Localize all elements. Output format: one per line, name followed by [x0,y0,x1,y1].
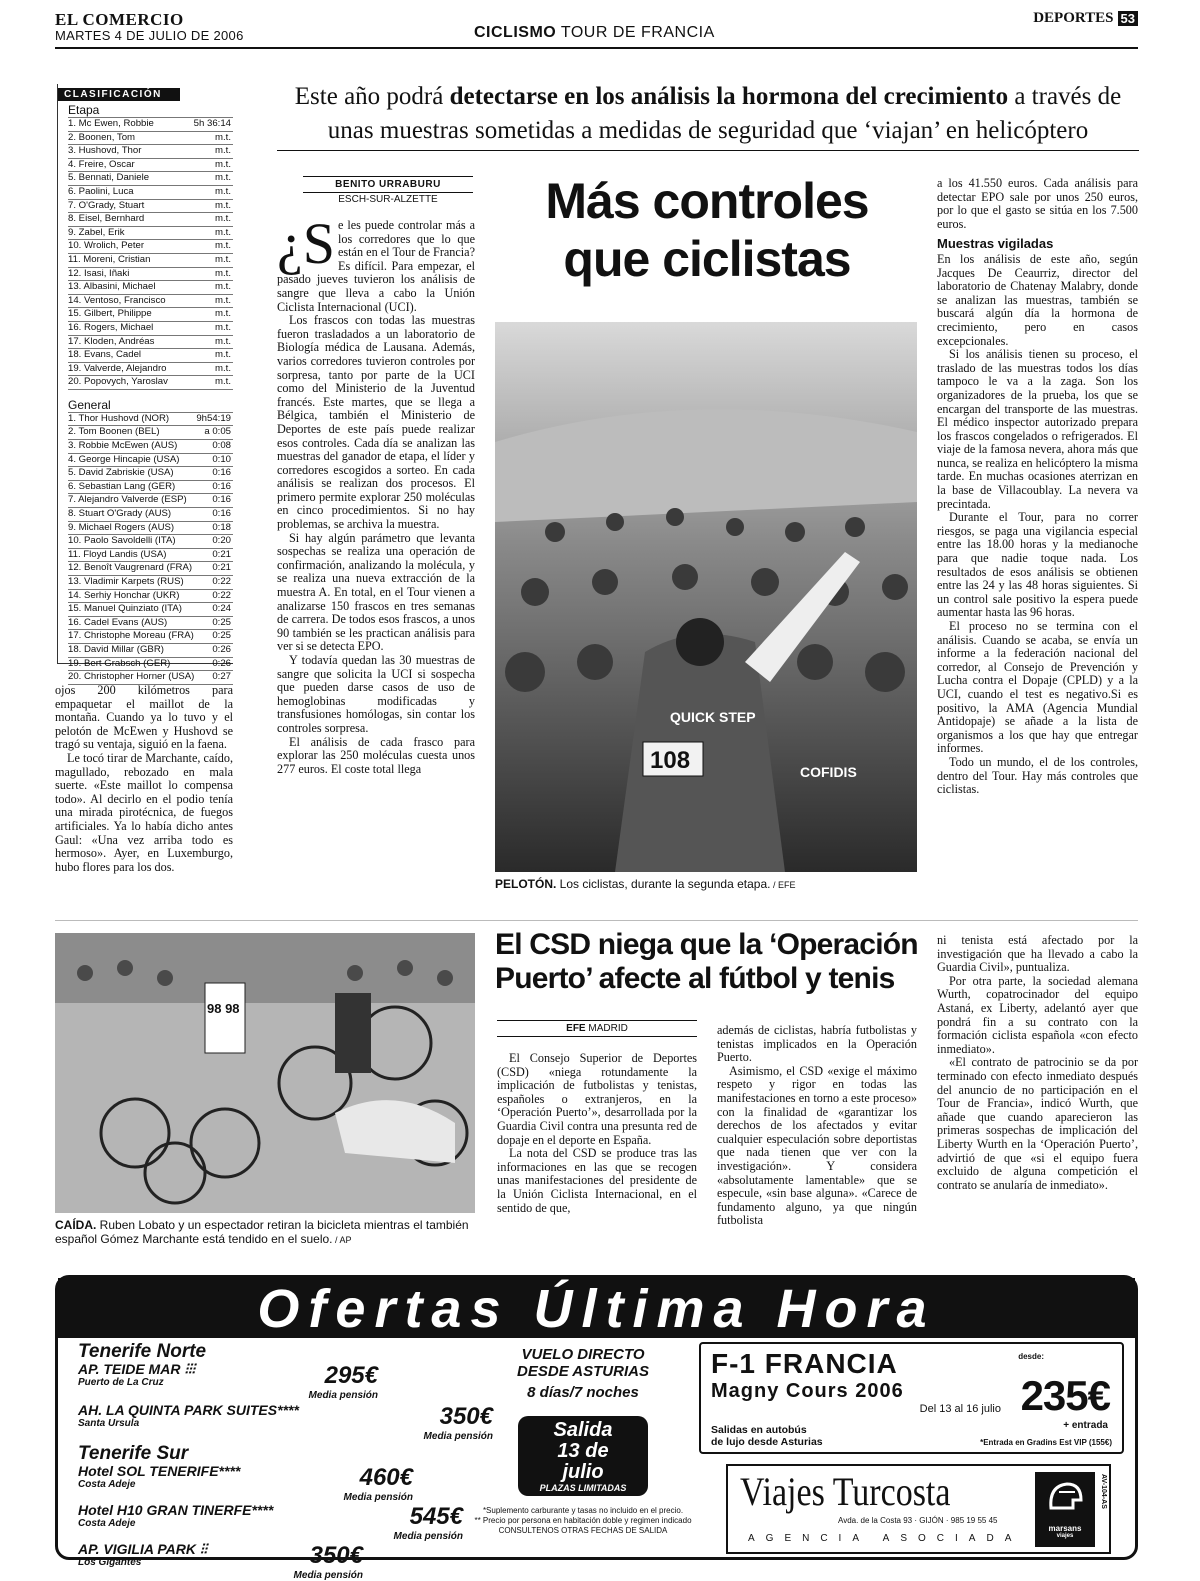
hotel-2 [78,1403,493,1442]
rider-time: m.t. [215,267,231,279]
dateline: ESCH-SUR-ALZETTE [338,194,438,205]
rider-name: 8. Eisel, Bernhard [68,213,145,225]
result-row [68,294,233,308]
rider-time: m.t. [215,253,231,265]
dropcap: ¿S [277,211,335,276]
rider-time: m.t. [215,281,231,293]
result-row [68,561,233,575]
rider-name: 18. Evans, Cadel [68,349,142,361]
paragraph: Durante el Tour, para no correr riesgos, se paga una vigilancia especial entre las 18.00 horas y la medianoche para que nadie toque nada. Los resultados de esos análisis se obtienen entre las 24 y las 48 horas siguientes. Si un control sale positivo la espera puede aumentar hasta las 96 horas. [937,510,1138,620]
rider-time: 0:22 [212,576,231,587]
peloton-caption [495,877,925,892]
result-row [68,466,233,480]
col3-paragraphs [937,253,1138,797]
hotel-5 [78,1542,363,1581]
paragraph: Asimismo, el CSD «exige el máximo respeto y rigor en todas las manifestaciones en torno a este proceso» con la finalidad de «garantizar los derechos de los afectados y evitar cualquier especulación sobre deportistas que nada tienen que ver con la investigación». Y considera «absolutamente lamentable» que se especule, «sin base alguna». «Carece de fundamento alguno, ya que ningún futbolista [717,1063,917,1228]
main-story-col1 [277,211,475,776]
rider-name: 2. Boonen, Tom [68,131,136,143]
section-title [474,24,715,42]
rider-time: m.t. [215,172,231,184]
f1-ticket-note: + entrada [1063,1420,1108,1431]
ad-footnotes [448,1506,718,1536]
travel-ad [55,1275,1138,1581]
rider-time: m.t. [215,240,231,252]
result-row [68,253,233,267]
rider-time: m.t. [215,185,231,197]
rider-time: m.t. [215,145,231,157]
csd-col3 [937,934,1138,1192]
hotel-3-board: Media pensión [343,1492,413,1503]
crash-caption-text: Ruben Lobato y un espectador retiran la bicicleta mientras el también español Gómez Marchante está tendido en el suelo. [55,1218,469,1246]
paragraph: Si los análisis tienen su proceso, el traslado de las muestras todos los días tampoco le va a la zaga. Son los organizadores de la prueba, los que se encargan del transporte de las muestras. El médico inspector autorizado prepara los frascos congelados o refrigerados. El viaje de la famosa nevera, ahora más que nunca, se realiza en helicóptero la misma tarde. En muchas ocasiones aterrizan en la base de Villacoublay. La nevera va precintada. [937,347,1138,511]
rider-name: 4. Freire, Oscar [68,158,135,170]
rider-time: m.t. [215,226,231,238]
svg-text:COFIDIS: COFIDIS [800,764,857,780]
result-row [68,507,233,521]
lead-text: e les puede controlar más a los corredores que lo que están en el Tour de Francia? Es difícil. Para empezar, el pasado jueves tuvieron los análisis de sangre que lleva a cabo la Unión Ciclista Internacional (UCI). [277,218,475,314]
result-row [68,321,233,335]
caption-label: PELOTÓN. [495,877,557,891]
helmet-icon [1045,1478,1085,1518]
csd-col1 [497,1052,697,1215]
hotel-4 [78,1503,463,1542]
rider-name: 20. Christopher Horner (USA) [68,671,195,683]
logo-text: marsans [1048,1524,1082,1533]
rider-time: a 0:05 [204,426,231,438]
csd-byline [497,1020,697,1037]
csd-location: MADRID [588,1023,628,1034]
region-north: Tenerife Norte [78,1341,207,1362]
result-row [68,117,233,131]
general-heading: General [68,397,111,412]
rider-name: 12. Benoît Vaugrenard (FRA) [68,562,193,574]
rider-time: 0:25 [212,616,231,628]
rider-name: 9. Zabel, Erik [68,226,125,238]
result-row [68,425,233,439]
rider-name: 4. George Hincapie (USA) [68,453,180,465]
section-separator [55,920,1138,921]
rider-time: m.t. [215,335,231,347]
rider-time: 0:21 [212,548,231,560]
paragraph: Los frascos con todas las muestras fueron trasladados a un laboratorio de Biología médica de Lausana. Además, varios corredores tuvieron controles por sorpresa, tanto por parte de la UCI como del Ministerio de la Juventud francés. Este martes, que se llega a Bélgica, también el Ministerio de Deportes de este país puede realizar esos controles. Cada día se analizan las muestras del ganador de etapa, el líder y corredores escogidos a sorteo. En cada análisis se realizan dos procesos. El primero permite explorar 250 moléculas en cinco procedimientos. Si no hay problemas, se archiva la muestra. [277,313,475,532]
section-rest: TOUR DE FRANCIA [560,24,715,41]
departure-line-2: 13 de [557,1440,609,1462]
classification-box [57,84,233,683]
result-row [68,534,233,548]
result-row [68,480,233,494]
author-name: BENITO URRABURU [303,176,473,193]
hotel-4-name: Hotel H10 GRAN TINERFE [78,1502,252,1518]
hotel-2-location: Santa Ursula [78,1418,140,1429]
lead-paragraph [277,211,475,314]
hotel-4-stars: **** [251,1502,274,1518]
hotel-1-board: Media pensión [308,1390,378,1401]
hotel-3-stars: **** [218,1463,241,1479]
rider-time: m.t. [215,376,231,388]
rider-time: m.t. [215,213,231,225]
rider-name: 3. Hushovd, Thor [68,145,142,157]
hotel-3-name: Hotel SOL TENERIFE [78,1463,219,1479]
side-story [55,684,233,874]
rider-name: 14. Ventoso, Francisco [68,294,166,306]
departure-badge [518,1416,648,1496]
rider-time: 0:20 [212,535,231,547]
result-row [68,521,233,535]
rider-time: 0:26 [212,657,231,669]
main-headline: Más controles que ciclistas [545,173,869,287]
rider-name: 11. Moreni, Cristian [68,253,151,265]
rider-name: 19. Valverde, Alejandro [68,362,167,374]
flight-line-2: DESDE ASTURIAS [517,1363,649,1380]
result-row [68,199,233,213]
hotel-4-board: Media pensión [393,1531,463,1542]
result-row [68,657,233,671]
section-bold: CICLISMO [474,24,557,41]
rider-name: 16. Rogers, Michael [68,321,154,333]
rider-time: 0:22 [212,589,231,601]
rider-name: 8. Stuart O'Grady (AUS) [68,508,172,520]
rider-name: 13. Albasini, Michael [68,281,156,293]
rider-time: 0:10 [212,453,231,465]
footnote-2: ** Precio por persona en habitación doble y regimen indicado [474,1516,692,1525]
departure-line-1: Salida [553,1419,613,1441]
crash-photo [55,933,475,1213]
rider-time: 0:21 [212,562,231,574]
crash-image [55,933,475,1213]
classification-title: CLASIFICACIÓN [58,88,180,101]
result-row [68,239,233,253]
rider-name: 18. David Millar (GBR) [68,643,164,655]
rider-name: 15. Manuel Quinziato (ITA) [68,603,182,615]
paragraph: ojos 200 kilómetros para empaquetar el maillot de la montaña. Cuando ya lo tuvo y el pelotón de McEwen y Hushovd se tragó su ventaja, siguió en la faena. [55,683,233,752]
result-row [68,307,233,321]
paragraph: Si hay algún parámetro que levanta sospechas se realiza una operación de confirmación, analizando la molécula, y se realiza una nueva extracción de la muestra A. En total, en el Tour vienen a analizarse 150 frascos en tres semanas de carrera. De todos esos frascos, a unos 90 también se les practican análisis para ver si se detecta EPO. [277,530,475,654]
region-south: Tenerife Sur [78,1443,189,1464]
hotel-1-price: 295€ [324,1362,378,1389]
crash-caption-label: CAÍDA. [55,1218,97,1232]
result-row [68,616,233,630]
rider-time: 0:16 [212,508,231,520]
result-row [68,131,233,145]
rider-name: 5. Bennati, Daniele [68,172,150,184]
rider-time: m.t. [215,308,231,320]
col3-first: a los 41.550 euros. Cada análisis para detectar EPO sale por unos 250 euros, por lo que el gasto se sitúa en los 7.500 euros. [937,176,1138,231]
rider-time: 0:16 [212,467,231,479]
rider-name: 3. Robbie McEwen (AUS) [68,440,178,452]
rider-name: 17. Kloden, Andréas [68,335,155,347]
departure-line-3: julio [562,1461,604,1483]
paragraph: Por otra parte, la sociedad alemana Wurth, copatrocinador del equipo Astaná, ex Liberty, adelantó ayer que pondrá fin a su contrato con la formación ciclista española «con efecto inmediato». [937,973,1138,1056]
result-row [68,158,233,172]
agency-address: Avda. de la Costa 93 · GIJÓN · 985 19 55 45 [838,1516,998,1525]
result-row [68,212,233,226]
marsans-logo [1035,1472,1095,1547]
rider-name: 1. Mc Ewen, Robbie [68,118,154,129]
subheading: Muestras vigiladas [937,236,1054,252]
deck-bold: detectarse en los análisis la hormona del crecimiento [449,83,1009,110]
rider-name: 6. Sebastian Lang (GER) [68,480,176,492]
agency-tagline: AGENCIA ASOCIADA [748,1533,1023,1544]
paragraph: El Consejo Superior de Deportes (CSD) «niega rotundamente la implicación de futbolistas y tenistas, españoles o extranjeros, en la ‘Operación Puerto’», desarrollada por la Guardia Civil contra una presunta red de dopaje en el deporte en España. [497,1051,697,1147]
result-row [68,412,233,426]
rider-name: 17. Christophe Moreau (FRA) [68,630,194,642]
hotel-1-location: Puerto de La Cruz [78,1377,164,1388]
rider-name: 5. David Zabriskie (USA) [68,467,174,479]
f1-bus-line-2: de lujo desde Asturias [711,1436,823,1448]
peloton-image [495,322,917,872]
deck-pre: Este año podrá [294,83,450,110]
paragraph: Le tocó tirar de Marchante, caído, magullado, rebozado en mala suerte. «Este maillot lo compensa todo». Al decirlo en el podio tenía una mirada pirotécnica, de fuegos artificiales. Ya lo había dicho antes Gaul: «Una vez arriba todo es hermoso». Ayer, en Luxemburgo, hubo flores para los dos. [55,750,233,874]
rider-time: 0:24 [212,603,231,615]
rider-time: 0:16 [212,480,231,492]
result-row [68,226,233,240]
f1-bus-line-1: Salidas en autobús [711,1424,807,1436]
rider-time: m.t. [215,131,231,143]
f1-dates: Del 13 al 16 julio [919,1403,1001,1415]
rider-time: m.t. [215,158,231,170]
result-row [68,375,233,390]
rider-time: 9h54:19 [196,412,231,424]
paragraph: El proceso no se termina con el análisis. Cuando se acaba, se envía un informe a la federación nacional del corredor, al Consejo de Prevención y Lucha contra el Dopaje (CPLD) y a la UCI, cuando el test es negativo.Si es positivo, la AMA (Agencia Mundial Antidopaje) se añade a la lista de organismos a los que hay que entregar informes. [937,619,1138,756]
result-row [68,548,233,562]
rider-name: 12. Isasi, Iñaki [68,267,130,279]
rider-name: 7. O'Grady, Stuart [68,199,145,211]
col1-paragraphs [277,314,475,776]
hotel-5-location: Los Gigantes [78,1557,142,1568]
rider-name: 20. Popovych, Yaroslav [68,376,168,388]
flight-info [493,1346,673,1401]
hotel-3-price: 460€ [359,1464,413,1491]
rider-name: 14. Serhiy Honchar (UKR) [68,589,180,601]
result-row [68,144,233,158]
f1-subtitle: Magny Cours 2006 [711,1380,904,1402]
trip-duration: 8 días/7 noches [527,1384,639,1401]
result-row [68,348,233,362]
footnote-3: CONSULTENOS OTRAS FECHAS DE SALIDA [498,1526,668,1535]
f1-offer [699,1342,1124,1454]
f1-from-label: desde: [1018,1352,1044,1361]
result-row [68,171,233,185]
svg-text:98 98: 98 98 [207,1001,240,1016]
result-row [68,629,233,643]
result-row [68,453,233,467]
f1-title: F-1 FRANCIA [711,1348,898,1379]
hotel-1-stars: ⫶⫶⫶ [184,1361,195,1377]
page-label [1033,10,1138,27]
svg-text:QUICK STEP: QUICK STEP [670,709,756,725]
logo-subtext: viajes [1056,1533,1074,1539]
rider-name: 6. Paolini, Luca [68,185,134,197]
hotel-1-name: AP. TEIDE MAR [78,1361,181,1377]
limited-seats: PLAZAS LIMITADAS [539,1483,627,1493]
rider-time: 0:18 [212,521,231,533]
rider-name: 16. Cadel Evans (AUS) [68,616,168,628]
agency-code: AV-104-AS [1100,1474,1107,1509]
rider-time: m.t. [215,199,231,211]
rider-name: 10. Wrolich, Peter [68,240,145,252]
csd-agency: EFE [566,1023,586,1034]
result-row [68,493,233,507]
hotel-3 [78,1464,413,1503]
rider-name: 10. Paolo Savoldelli (ITA) [68,535,176,547]
deck-rule [277,150,1139,151]
result-row [68,643,233,657]
paragraph: En los análisis de este año, según Jacques De Ceaurriz, director del laboratorio de Chatenay Malabry, donde se analizan las muestras, también se buscará algún día la hormona de crecimiento, pero en casos excepcionales. [937,251,1138,348]
paragraph: además de ciclistas, habría futbolistas y tenistas implicados en la Operación Puerto. [717,1023,917,1065]
paragraph: El análisis de cada frasco para explorar las 250 moléculas cuesta unos 277 euros. El coste total llega [277,734,475,776]
paragraph: Todo un mundo, el de los controles, dentro del Tour. Hay más controles que ciclistas. [937,754,1138,797]
f1-price: 235€ [1020,1372,1110,1419]
rider-name: 2. Tom Boonen (BEL) [68,426,160,438]
header-rule [55,47,1138,49]
general-results [58,412,233,685]
flight-line-1: VUELO DIRECTO [521,1346,645,1363]
rider-time: 0:27 [212,671,231,683]
rider-time: 5h 36:14 [193,118,231,129]
result-row [68,362,233,376]
caption-text: Los ciclistas, durante la segunda etapa. [556,877,771,891]
rider-time: 0:08 [212,440,231,452]
rider-time: 0:25 [212,630,231,642]
peloton-photo [495,322,917,872]
rider-time: m.t. [215,294,231,306]
hotel-1 [78,1362,378,1401]
hotel-5-name: AP. VIGILIA PARK [78,1541,196,1557]
hotel-2-stars: **** [277,1402,299,1418]
result-row [68,589,233,603]
svg-text:108: 108 [650,747,691,774]
paragraph: «El contrato de patrocinio se da por terminado con efecto inmediato después del anuncio de no participación en el Tour de Francia», indicó Wurth, que añade que cuando aparecieron las primeras sospechas de implicación del Liberty Wurth en la ‘Operación Puerto’, advirtió de que «si el equipo fuera excluido de alguna competición el contrato se anularía de inmediato». [937,1055,1138,1192]
deck-text [277,80,1139,148]
newspaper-name: EL COMERCIO [55,10,184,29]
rider-time: m.t. [215,349,231,361]
hotel-4-location: Costa Adeje [78,1518,136,1529]
rider-name: 19. Bert Grabsch (GER) [68,657,171,669]
hotel-3-location: Costa Adeje [78,1479,136,1490]
photo-credit: / EFE [770,880,796,890]
rider-time: 0:16 [212,494,231,506]
hotel-5-price: 350€ [309,1542,363,1569]
rider-time: m.t. [215,362,231,374]
hotel-2-price: 350€ [439,1403,493,1430]
main-story-col3 [937,177,1138,797]
result-row [68,280,233,294]
hotel-4-price: 545€ [409,1503,463,1530]
hotel-5-board: Media pensión [293,1570,363,1581]
csd-headline: El CSD niega que la ‘Operación Puerto’ afecte al fútbol y tenis [495,928,918,995]
section-label: DEPORTES [1033,10,1114,26]
stage-heading: Etapa [68,103,100,117]
page-number: 53 [1118,11,1138,26]
csd-col2 [717,1024,917,1228]
issue-date: MARTES 4 DE JULIO DE 2006 [55,28,244,43]
stage-results [58,117,233,390]
crash-caption [55,1218,475,1247]
byline [303,176,473,205]
hotel-5-stars: ⫶⫶ [199,1541,207,1557]
rider-name: 15. Gilbert, Philippe [68,308,152,320]
crash-credit: / AP [332,1235,352,1245]
deck-post: a través de unas muestras sometidas a medidas de seguridad que ‘viajan’ en helicóptero [327,83,1122,144]
result-row [68,335,233,349]
result-row [68,267,233,281]
f1-grandstand-note: *Entrada en Gradins Est VIP (155€) [980,1438,1112,1447]
agency-box [726,1464,1111,1554]
rider-name: 13. Vladimir Karpets (RUS) [68,576,184,587]
rider-time: 0:26 [212,643,231,655]
hotel-2-board: Media pensión [423,1431,493,1442]
rider-time: m.t. [215,321,231,333]
result-row [68,439,233,453]
result-row [68,602,233,616]
hotel-list [78,1342,508,1581]
rider-name: 7. Alejandro Valverde (ESP) [68,494,187,506]
paragraph: ni tenista está afectado por la investigación que ha llevado a cabo la Guardia Civil», puntualiza. [937,933,1138,975]
paragraph: La nota del CSD se produce tras las informaciones en las que se recogen unas manifestaciones del presidente de la Unión Ciclista Internacional, en el sentido de que, [497,1146,697,1215]
paragraph: Y todavía quedan las 30 muestras de sangre que solicita la UCI si sospecha que pueden darse casos de uso de hemoglobinas modificadas y transfusiones homólogas, sin contar los controles sorpresa. [277,653,475,735]
ad-banner: Ofertas Última Hora [58,1278,1135,1338]
hotel-2-name: AH. LA QUINTA PARK SUITES [78,1402,278,1418]
rider-name: 11. Floyd Landis (USA) [68,548,167,560]
result-row [68,575,233,589]
agency-name: Viajes Turcosta [740,1469,951,1514]
result-row [68,185,233,199]
f1-bus-info [711,1424,823,1448]
rider-name: 9. Michael Rogers (AUS) [68,521,175,533]
footnote-1: *Suplemento carburante y tasas no incluido en el precio. [482,1506,684,1515]
rider-name: 1. Thor Hushovd (NOR) [68,412,170,424]
